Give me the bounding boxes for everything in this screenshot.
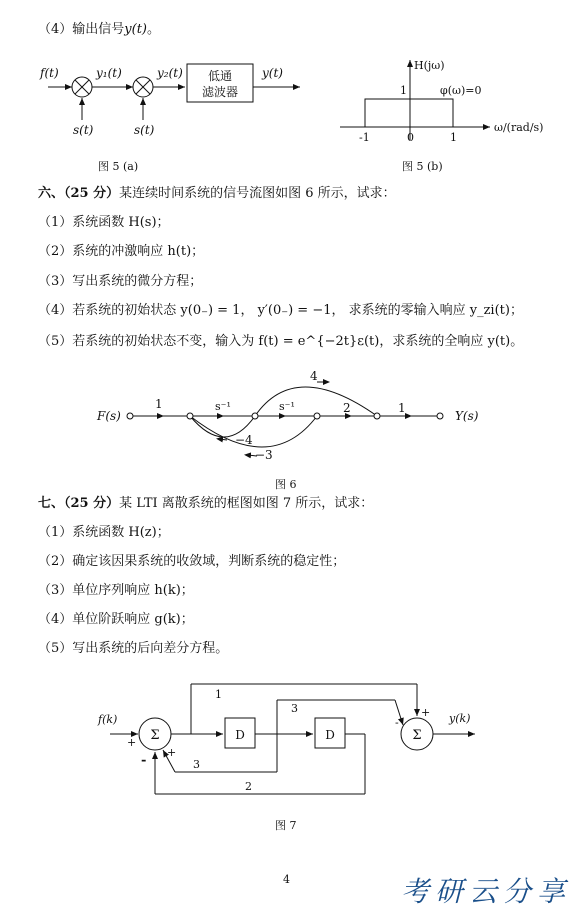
watermark: 考研云分享 xyxy=(400,875,571,908)
fig7-delay1: D xyxy=(235,728,245,742)
fig5a-f-label: f(t) xyxy=(40,66,59,80)
fig5a-y-label: y(t) xyxy=(262,66,283,80)
q6-item-4: （4）若系统的初始状态 y(0₋) = 1， y′(0₋) = −1， 求系统的零输入响应 y_zi(t)； xyxy=(38,303,523,318)
q7-item-5: （5）写出系统的后向差分方程。 xyxy=(38,641,229,656)
fig6-gain-1a: 1 xyxy=(155,397,163,411)
fig5a-s1-label: s(t) xyxy=(73,123,94,137)
q6-item-1: （1）系统函数 H(s)； xyxy=(38,215,170,230)
q7-item-4: （4）单位阶跃响应 g(k)； xyxy=(38,612,194,627)
fig7-plus3: + xyxy=(421,706,431,719)
fig5b-one-label: 1 xyxy=(400,84,407,97)
fig5b-H-label: H(jω) xyxy=(414,59,445,72)
q7-heading xyxy=(38,492,373,511)
q6-heading xyxy=(38,182,396,201)
fig5b-phase-label: φ(ω)=0 xyxy=(440,84,482,97)
fig6-flowgraph xyxy=(95,368,495,468)
fig7-gain-3bot: 3 xyxy=(193,758,200,771)
fig7-sigma1: Σ xyxy=(150,728,160,743)
fig5a-diagram xyxy=(30,50,330,145)
fig6-gain-4: 4 xyxy=(310,369,318,383)
fig7-y-label: y(k) xyxy=(449,712,471,725)
q7-item-1: （1）系统函数 H(z)； xyxy=(38,525,170,540)
fig7-caption: 图 7 xyxy=(275,819,297,832)
fig5a-filter-line1: 低通 xyxy=(207,69,233,83)
q6-item-2: （2）系统的冲激响应 h(t)； xyxy=(38,244,205,259)
fig7-plus2: + xyxy=(167,746,177,759)
fig6-F-label: F(s) xyxy=(97,409,121,423)
fig5b-x0: 0 xyxy=(407,131,414,144)
fig7-gain-3top: 3 xyxy=(291,702,298,715)
q5-item4-expr: y(t) xyxy=(124,22,147,37)
fig6-gain-2: 2 xyxy=(343,401,351,415)
fig5b-caption: 图 5 (b) xyxy=(402,160,443,173)
q5-item4-suffix: 。 xyxy=(147,22,161,37)
fig5a-y1-label: y₁(t) xyxy=(96,66,122,80)
fig5a-caption: 图 5 (a) xyxy=(98,160,139,173)
fig5a-filter-line2: 滤波器 xyxy=(201,85,239,99)
q5-item4-prefix: （4）输出信号 xyxy=(38,22,125,37)
fig5a-y2-label: y₂(t) xyxy=(157,66,183,80)
fig5b-xm1: -1 xyxy=(359,131,370,144)
fig6-s-inv-2: s⁻¹ xyxy=(279,400,295,413)
q5-item4 xyxy=(38,18,160,37)
q6-item-5: （5）若系统的初始状态不变，输入为 f(t) = e^{−2t}ε(t)，求系统的全响应 y(t)。 xyxy=(38,334,524,349)
fig6-gain-m4: −4 xyxy=(235,433,253,447)
fig7-f-label: f(k) xyxy=(98,713,118,726)
fig6-s-inv-1: s⁻¹ xyxy=(215,400,231,413)
fig6-gain-1b: 1 xyxy=(398,401,406,415)
fig7-minus2: - xyxy=(395,716,399,729)
fig7-gain-1: 1 xyxy=(215,688,222,701)
fig7-sigma2: Σ xyxy=(412,728,422,743)
page-number: 4 xyxy=(283,873,290,886)
q6-head: 六、（25 分） xyxy=(38,186,120,201)
fig7-minus1: - xyxy=(141,753,147,768)
fig5b-plot xyxy=(330,52,570,152)
q7-item-2: （2）确定该因果系统的收敛域，判断系统的稳定性； xyxy=(38,554,346,569)
q6-intro: 某连续时间系统的信号流图如图 6 所示，试求： xyxy=(119,186,396,201)
fig7-plus1: + xyxy=(127,736,137,749)
fig7-blockdiagram xyxy=(95,676,485,806)
fig6-caption: 图 6 xyxy=(275,478,297,491)
fig7-gain-2: 2 xyxy=(245,780,252,793)
q7-item-3: （3）单位序列响应 h(k)； xyxy=(38,583,194,598)
q6-item-3: （3）写出系统的微分方程； xyxy=(38,274,203,289)
fig7-delay2: D xyxy=(325,728,335,742)
fig6-gain-m3: −3 xyxy=(255,448,273,462)
fig5a-s2-label: s(t) xyxy=(134,123,155,137)
q7-head: 七、（25 分） xyxy=(38,496,120,511)
fig6-Y-label: Y(s) xyxy=(455,409,479,423)
fig5b-x1: 1 xyxy=(450,131,457,144)
fig5b-omega: ω/(rad/s) xyxy=(494,121,544,134)
q7-intro: 某 LTI 离散系统的框图如图 7 所示，试求： xyxy=(119,496,374,511)
